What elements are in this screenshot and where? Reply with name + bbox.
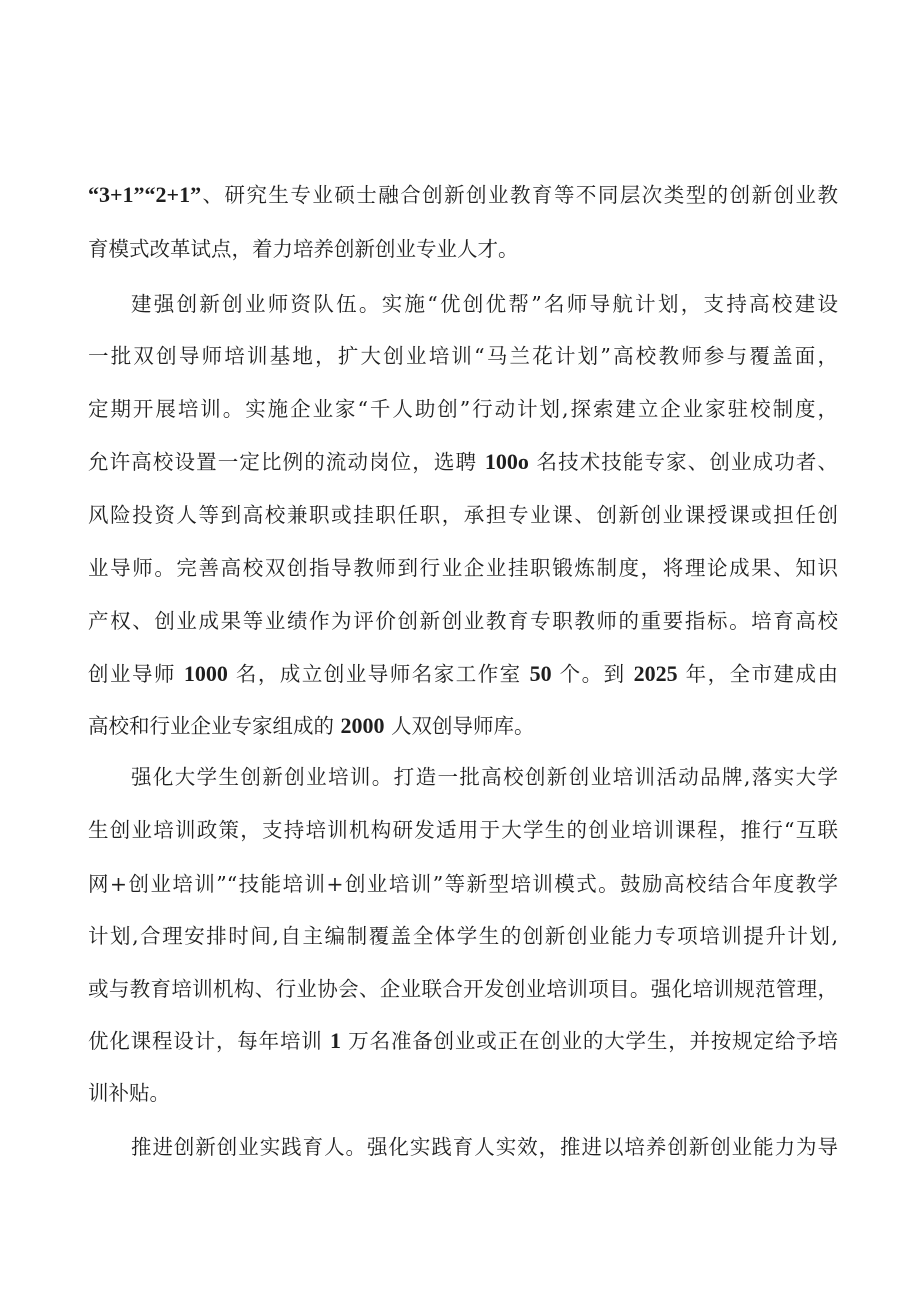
text-line [88,442,838,482]
text-segment: 强化大学生创新创业培训。打造一批高校创新创业培训活动品牌,落实大学 [131,765,838,789]
text-segment: 业导师。完善高校双创指导教师到行业企业挂职锻炼制度，将理论成果、知识 [88,556,838,580]
text-segment: 个。到 [551,662,634,686]
text-segment: 定期开展培训。实施企业家“千人助创”行动计划,探索建立企业家驻校制度， [88,397,838,421]
text-line [88,175,838,215]
text-segment: 产权、创业成果等业绩作为评价创新创业教育专职教师的重要指标。培育高校 [88,609,838,633]
text-segment: 优化课程设计，每年培训 [88,1029,330,1053]
text-line [88,1073,838,1113]
text-segment: 推进创新创业实践育人。强化实践育人实效，推进以培养创新创业能力为导 [131,1135,838,1159]
bold-number: 50 [529,661,552,686]
text-segment: 万名准备创业或正在创业的大学生，并按规定给予培 [340,1029,838,1053]
text-line [88,1021,838,1061]
text-line [88,229,838,269]
bold-number: 100o [484,449,529,474]
text-segment: 年，全市建成由 [677,662,838,686]
text-segment: 名，成立创业导师名家工作室 [227,662,530,686]
bold-number: 2025 [633,661,678,686]
text-segment: 名技术技能专家、创业成功者、 [528,450,839,474]
bold-number: 1000 [183,661,228,686]
text-line [88,601,838,641]
text-line [88,864,838,904]
bold-number: 1 [329,1028,341,1053]
text-segment: 生创业培训政策，支持培训机构研发适用于大学生的创业培训课程，推行“互联 [88,818,838,842]
text-segment: 或与教育培训机构、行业协会、企业联合开发创业培训项目。强化培训规范管理， [88,977,838,1001]
text-segment: 、研究生专业硕士融合创新创业教育等不同层次类型的创新创业教 [201,183,838,207]
text-line [131,1127,838,1167]
text-line [88,916,838,956]
bold-number: 2000 [340,713,385,738]
text-segment: 创业导师 [88,662,184,686]
text-segment: 允许高校设置一定比例的流动岗位，选聘 [88,450,485,474]
text-line [88,389,838,429]
text-line [88,810,838,850]
text-line [88,969,838,1009]
text-line [88,706,838,746]
text-line [88,495,838,535]
text-segment: 风险投资人等到高校兼职或挂职任职，承担专业课、创新创业课授课或担任创 [88,503,838,527]
text-segment: 人双创导师库。 [384,714,535,738]
text-segment: 网+创业培训”“技能培训+创业培训”等新型培训模式。鼓励高校结合年度教学 [88,872,838,896]
text-segment: 训补贴。 [88,1081,170,1105]
text-segment: 一批双创导师培训基地，扩大创业培训“马兰花计划”高校教师参与覆盖面， [88,344,838,368]
text-segment: 计划,合理安排时间,自主编制覆盖全体学生的创新创业能力专项培训提升计划, [88,924,838,948]
text-segment: 建强创新创业师资队伍。实施“优创优帮”名师导航计划，支持高校建设 [131,292,838,316]
text-line [131,757,838,797]
text-segment: 高校和行业企业专家组成的 [88,714,341,738]
text-line [88,548,838,588]
bold-number: “3+1”“2+1” [88,182,202,207]
text-line [131,284,838,324]
text-line [88,336,838,376]
text-segment: 育模式改革试点，着力培养创新创业专业人才。 [88,237,519,261]
text-line [88,654,838,694]
